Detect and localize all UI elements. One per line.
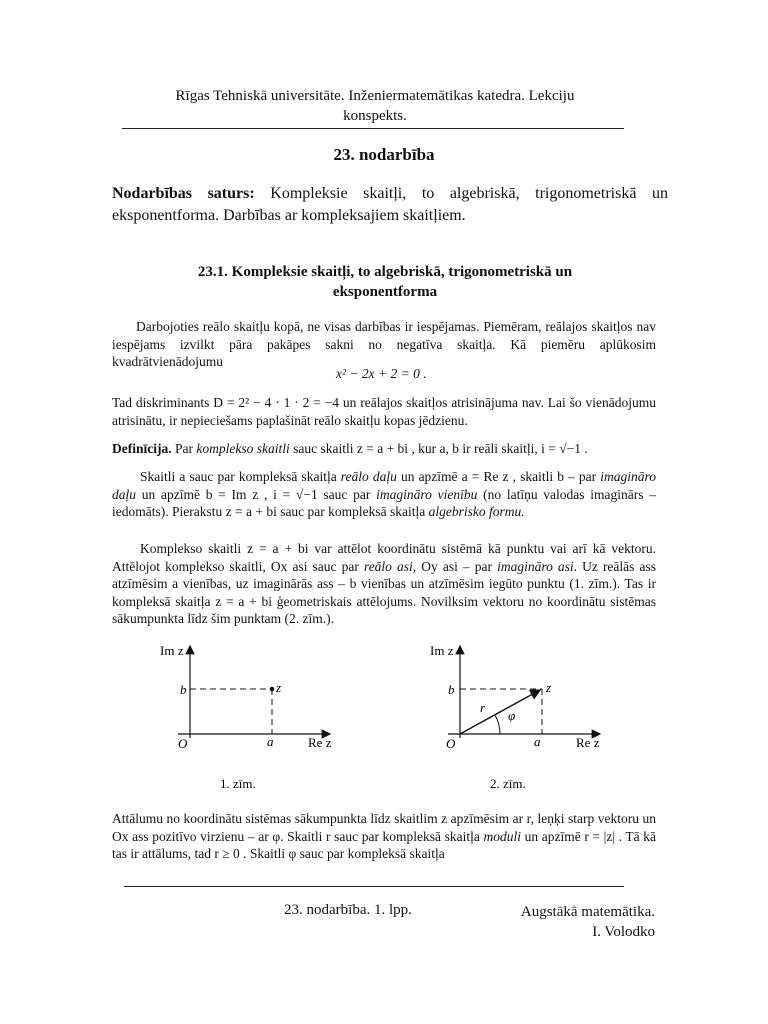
header-line-2: konspekts. (343, 108, 407, 124)
section-heading-line-2: eksponentforma (332, 284, 438, 300)
definition-term: komplekso skaitli (196, 441, 290, 456)
term-imag-unit: imagināro vienību (376, 486, 478, 502)
term-imag-axis: imagināro asi (497, 558, 574, 574)
text-run: . Uz reālās ass atzīmēsim a vienības, uz imaginārās ass – b vienības un atzīmēsim iegūto punktu (1. zīm.). Tas ir kompleksā skaitļa z = a + bi ģeometriskais attēlojums. Novilksim vektoru no koordinātu sistēmas sākumpunkta līdz šim punktam (2. zīm.). (112, 558, 657, 626)
paragraph-geometric (112, 540, 656, 628)
fig2-label-b: b (448, 682, 455, 697)
term-algebraic-form: algebrisko formu. (428, 504, 525, 519)
term-real-axis: reālo asi (363, 558, 413, 574)
text-run: (no latīņu valodas imaginārs – iedomāts). Pierakstu z = a + bi sauc par kompleksā skaitļa (112, 486, 656, 519)
header-rule (122, 128, 624, 129)
footer-page-number: 23. nodarbība. 1. lpp. (284, 902, 412, 918)
lesson-summary (112, 183, 668, 227)
fig2-label-phi: φ (508, 708, 516, 723)
fig2-label-z: z (546, 680, 552, 695)
paragraph-modulus (112, 810, 656, 863)
fig2-vector-r (460, 690, 540, 734)
term-imag-part: imagināro daļu (112, 469, 656, 502)
paragraph-real-imag-parts (112, 468, 656, 521)
text-run: , Oy asi – par (412, 558, 498, 574)
fig1-caption: 1. zīm. (220, 776, 256, 791)
page-header (120, 86, 630, 126)
summary-text: Kompleksie skaitļi, to algebriskā, trigonometriskā un eksponentforma. Darbības ar kompleksajiem skaitļiem. (112, 185, 669, 224)
section-heading (150, 262, 620, 302)
quadratic-equation: x² − 2x + 2 = 0 . (336, 366, 427, 381)
fig2-label-re: Re z (576, 735, 600, 750)
figure-2-vector (420, 638, 640, 798)
fig1-label-o: O (178, 736, 188, 751)
text-run: un apzīmē b = Im z , i = √−1 sauc par (136, 486, 377, 502)
text-run: un apzīmē r = |z| . Tā kā tas ir attālums, tad r ≥ 0 . Skaitli φ sauc par kompleksā skaitļa (112, 828, 656, 861)
fig2-label-o: O (446, 736, 456, 751)
fig1-label-re: Re z (308, 735, 332, 750)
footer-course-title: Augstākā matemātika. (520, 904, 655, 920)
text-run: Attālumu no koordinātu sistēmas sākumpunkta līdz skaitlim z apzīmēsim ar r, leņķi starp vektoru un Ox ass pozitīvo virzienu – ar φ. Skaitli r sauc par kompleksā skaitļa (112, 811, 656, 844)
paragraph-intro: Darbojoties reālo skaitļu kopā, ne visas darbības ir iespējamas. Piemēram, reālajos skaitļos nav iespējams izvilkt pāra pakāpes sakni no negatīva skaitļa. Kā piemēru aplūkosim kvadrātvienādojumu (112, 319, 656, 369)
definition-label: Definīcija. (112, 441, 172, 456)
definition-pre: Par (171, 441, 197, 456)
text-run: Skaitli a sauc par kompleksā skaitļa (140, 469, 341, 484)
fig1-label-a: a (267, 734, 274, 749)
paragraph-discriminant: Tad diskriminants D = 2² − 4 · 1 · 2 = −4 un reālajos skaitļos atrisinājuma nav. Lai šo vienādojumu atrisinātu, ir nepieciešams paplašināt reālo skaitļu kopas jēdzienu. (112, 395, 656, 428)
header-line-1: Rīgas Tehniskā universitāte. Inženiermatemātikas katedra. Lekciju (175, 88, 575, 104)
fig1-label-b: b (180, 682, 187, 697)
definition-post: sauc skaitli z = a + bi , kur a, b ir reāli skaitļi, i = √−1 . (289, 441, 588, 456)
fig2-label-r: r (480, 700, 486, 715)
summary-label: Nodarbības saturs: (112, 185, 255, 202)
page-title: 23. nodarbība (333, 145, 435, 164)
fig1-label-im: Im z (160, 643, 184, 658)
fig2-label-im: Im z (430, 643, 454, 658)
fig2-angle-arc (495, 715, 500, 734)
text-run: un apzīmē a = Re z , skaitli b – par (396, 469, 601, 484)
footer-author: I. Volodko (592, 924, 655, 940)
definition-paragraph (112, 440, 656, 458)
section-heading-line-1: 23.1. Kompleksie skaitļi, to algebriskā, trigonometriskā un (197, 264, 573, 280)
footer-rule (124, 886, 624, 887)
figure-1-point (150, 638, 370, 798)
fig2-caption: 2. zīm. (490, 776, 526, 791)
term-real-part: reālo daļu (340, 469, 397, 484)
fig1-label-z: z (276, 680, 282, 695)
text-run: Komplekso skaitli z = a + bi var attēlot koordinātu sistēmā kā punktu vai arī kā vektoru. Attēlojot komplekso skaitli, Ox asi sauc par (112, 541, 656, 574)
footer-course (440, 902, 655, 942)
term-modulus: moduli (483, 828, 522, 844)
fig1-point-z (270, 687, 275, 692)
fig2-label-a: a (534, 734, 541, 749)
